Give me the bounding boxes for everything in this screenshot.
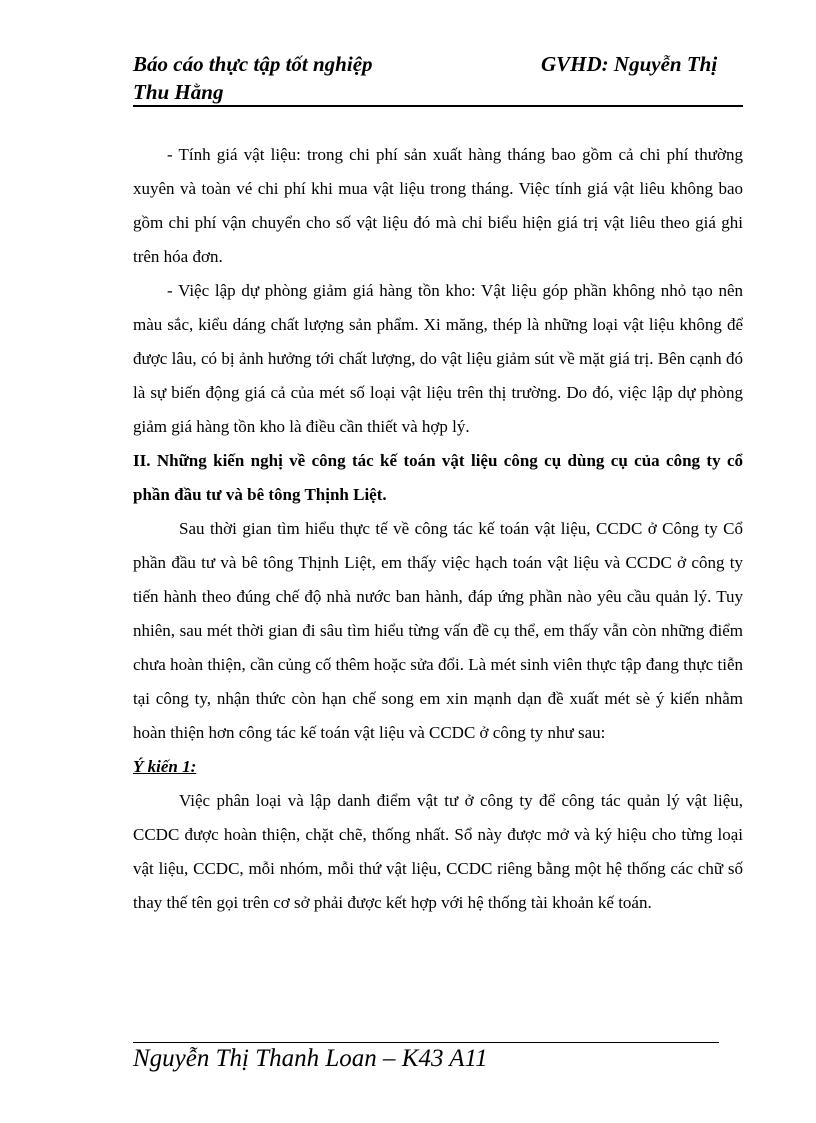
footer-author: Nguyễn Thị Thanh Loan – K43 A11 (133, 1045, 488, 1072)
supervisor-label: GVHD: Nguyễn Thị (541, 52, 718, 76)
paragraph-introduction: Sau thời gian tìm hiểu thực tế về công tác kế toán vật liệu, CCDC ở Công ty Cổ phần đầu tư và bê tông Thịnh Liệt, em thấy việc hạch toán vật liệu và CCDC ở công ty tiến hành theo đúng chế độ nhà nước ban hành, đáp ứng phần nào yêu cầu quản lý. Tuy nhiên, sau mét thời gian đi sâu tìm hiểu từng vấn đề cụ thể, em thấy vẫn còn những điểm chưa hoàn thiện, cần củng cố thêm hoặc sửa đổi. Là mét sinh viên thực tập đang thực tiễn tại công ty, nhận thức còn hạn chế song em xin mạnh dạn đề xuất mét sè ý kiến nhằm hoàn thiện hơn công tác kế toán vật liệu và CCDC ở công ty như sau: (133, 519, 743, 742)
header-row (133, 50, 743, 78)
report-title: Báo cáo thực tập tốt nghiệp (133, 52, 373, 76)
paragraph-inventory-provision: - Việc lập dự phòng giảm giá hàng tồn kho: Vật liệu góp phần không nhỏ tạo nên màu sắc, kiểu dáng chất lượng sản phẩm. Xi măng, thép là những loại vật liệu không để được lâu, có bị ảnh hưởng tới chất lượng, do vật liệu giảm sút về mặt giá trị. Bên cạnh đó là sự biến động giá cả của mét số loại vật liệu trên thị trường. Do đó, việc lập dự phòng giảm giá hàng tồn kho là điều cần thiết và hợp lý. (133, 281, 743, 436)
section-heading-recommendations: II. Những kiến nghị về công tác kế toán vật liệu công cụ dùng cụ của công ty cổ phần đầu tư và bê tông Thịnh Liệt. (133, 451, 743, 504)
paragraph-material-pricing: - Tính giá vật liệu: trong chi phí sản xuất hàng tháng bao gồm cả chi phí thường xuyên và toàn vé chi phí khi mua vật liệu trong tháng. Việc tính giá vật liêu không bao gồm chi phí vận chuyển cho số vật liệu đó mà chỉ biểu hiện giá trị vật liêu theo giá ghi trên hóa đơn. (133, 145, 743, 266)
opinion-1-label: Ý kiến 1: (133, 757, 197, 776)
supervisor-name-continued: Thu Hằng (133, 80, 224, 104)
opinion-heading (133, 750, 743, 784)
header-divider (133, 105, 743, 107)
page-header (133, 50, 743, 106)
document-body (133, 138, 743, 920)
paragraph-opinion-1: Việc phân loại và lập danh điểm vật tư ở công ty để công tác quản lý vật liệu, CCDC được hoàn thiện, chặt chẽ, thống nhất. Sổ này được mở và ký hiệu cho từng loại vật liệu, CCDC, mỗi nhóm, mỗi thứ vật liệu, CCDC riêng bằng một hệ thống các chữ số thay thế tên gọi trên cơ sở phải được kết hợp với hệ thống tài khoản kế toán. (133, 791, 743, 912)
